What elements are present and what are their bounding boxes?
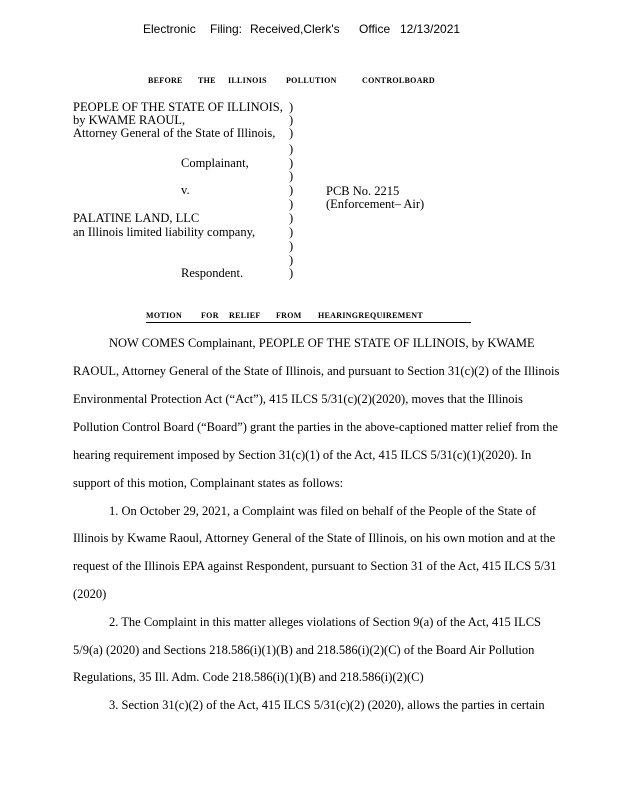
body-line: hearing requirement imposed by Section 31(c)(1) of the Act, 415 ILCS 5/31(c)(1)(2020). In — [73, 448, 532, 462]
caption-paren: ) — [289, 211, 294, 225]
paragraph-1-line: request of the Illinois EPA against Respondent, pursuant to Section 31 of the Act, 415 ILCS 5/31 — [73, 559, 557, 573]
respondent-role: Respondent. — [181, 266, 244, 280]
versus: v. — [181, 183, 190, 197]
board-title-pollution: POLLUTION — [286, 76, 337, 85]
body-line: Environmental Protection Act (“Act”), 415 ILCS 5/31(c)(2)(2020), moves that the Illinois — [73, 392, 523, 406]
filing-header-received: Received,Clerk's — [250, 22, 340, 36]
motion-title-for: FOR — [201, 311, 219, 320]
paragraph-2-line: Regulations, 35 Ill. Adm. Code 218.586(i)(1)(B) and 218.586(i)(2)(C) — [73, 670, 424, 684]
body-line: NOW COMES Complainant, PEOPLE OF THE STATE OF ILLINOIS, by KWAME — [109, 336, 535, 350]
complainant-by: by KWAME RAOUL, — [73, 113, 186, 127]
case-number: PCB No. 2215 — [326, 184, 400, 198]
caption-paren: ) — [289, 113, 294, 127]
paragraph-1-line: 1. On October 29, 2021, a Complaint was filed on behalf of the People of the State of — [109, 504, 536, 518]
caption-paren: ) — [289, 100, 294, 114]
filing-header-electronic: Electronic — [143, 22, 196, 36]
caption-paren: ) — [289, 225, 294, 239]
board-title-the: THE — [198, 76, 216, 85]
complainant-name: PEOPLE OF THE STATE OF ILLINOIS, — [73, 100, 283, 114]
motion-title-relief: RELIEF — [229, 311, 261, 320]
body-line: RAOUL, Attorney General of the State of Illinois, and pursuant to Section 31(c)(2) of the Illinois — [73, 364, 560, 378]
respondent-description: an Illinois limited liability company, — [73, 225, 256, 239]
case-type: (Enforcement– Air) — [326, 197, 425, 211]
complainant-role: Complainant, — [181, 156, 249, 170]
board-title-before: BEFORE — [148, 76, 183, 85]
caption-paren: ) — [289, 169, 294, 183]
caption-paren: ) — [289, 239, 294, 253]
caption-paren: ) — [289, 142, 294, 156]
paragraph-1-line: Illinois by Kwame Raoul, Attorney General of the State of Illinois, on his own motion and at the — [73, 531, 556, 545]
caption-paren: ) — [289, 197, 294, 211]
filing-header-filing: Filing: — [210, 22, 243, 36]
filing-header-date: 12/13/2021 — [400, 22, 461, 36]
filing-header-office: Office — [359, 22, 391, 36]
paragraph-2-line: 5/9(a) (2020) and Sections 218.586(i)(1)(B) and 218.586(i)(2)(C) of the Board Air Pollution — [73, 643, 535, 657]
caption-paren: ) — [289, 266, 294, 280]
caption-paren: ) — [289, 156, 294, 170]
board-title-illinois: ILLINOIS — [228, 76, 267, 85]
body-line: Pollution Control Board (“Board”) grant the parties in the above-captioned matter relief from the — [73, 420, 558, 434]
caption-paren: ) — [289, 126, 294, 140]
complainant-title: Attorney General of the State of Illinois, — [73, 126, 276, 140]
board-title-control-board: CONTROLBOARD — [362, 76, 435, 85]
paragraph-2-line: 2. The Complaint in this matter alleges violations of Section 9(a) of the Act, 415 ILCS — [109, 615, 541, 629]
motion-title-hearing-requirement: HEARINGREQUIREMENT — [318, 311, 423, 320]
caption-paren: ) — [289, 253, 294, 267]
motion-title-underline — [146, 322, 471, 323]
caption-paren: ) — [289, 183, 294, 197]
paragraph-3-line: 3. Section 31(c)(2) of the Act, 415 ILCS 5/31(c)(2) (2020), allows the parties in certain — [109, 698, 545, 712]
paragraph-1-line: (2020) — [73, 587, 107, 601]
respondent-name: PALATINE LAND, LLC — [73, 211, 200, 225]
motion-title-from: FROM — [276, 311, 302, 320]
motion-title-motion: MOTION — [146, 311, 183, 320]
body-line: support of this motion, Complainant states as follows: — [73, 476, 344, 490]
